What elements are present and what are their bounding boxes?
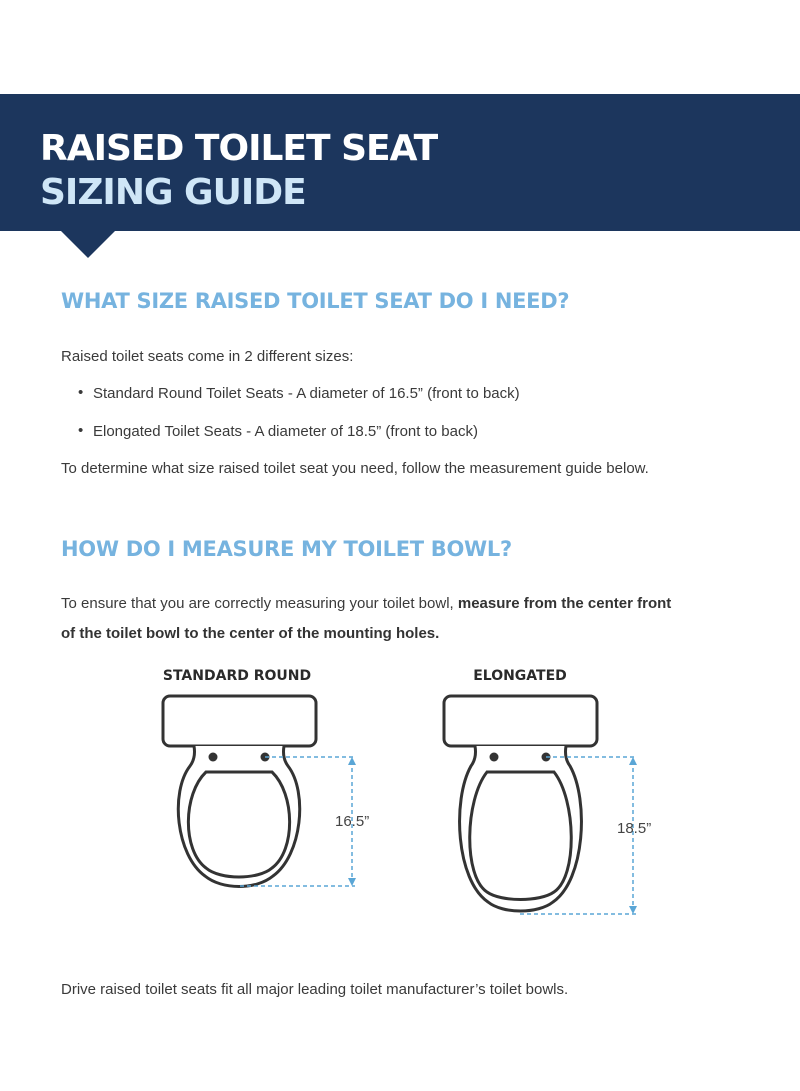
bullet-elongated: Elongated Toilet Seats - A diameter of 18.5” (front to back) <box>93 423 478 440</box>
banner-title-line1: RAISED TOILET SEAT <box>40 128 438 169</box>
label-standard-round: STANDARD ROUND <box>162 668 312 684</box>
bullet-standard: Standard Round Toilet Seats - A diameter of 16.5” (front to back) <box>93 385 520 402</box>
elongated-tank <box>444 696 597 746</box>
standard-hole-left <box>209 753 218 762</box>
bullet-dot: • <box>78 384 84 401</box>
standard-bowl-rim <box>178 746 299 887</box>
measure-paragraph <box>61 589 751 649</box>
measure-text-bold-2: of the toilet bowl to the center of the mounting holes. <box>61 625 440 642</box>
elongated-hole-left <box>490 753 499 762</box>
section-heading-size: WHAT SIZE RAISED TOILET SEAT DO I NEED? <box>61 289 570 313</box>
toilet-diagrams <box>0 690 800 930</box>
elongated-measure-label: 18.5” <box>617 820 652 837</box>
bullet-dot: • <box>78 422 84 439</box>
sizes-intro: Raised toilet seats come in 2 different sizes: <box>61 348 354 365</box>
banner-title-line2: SIZING GUIDE <box>40 172 306 213</box>
elongated-diagram <box>444 696 597 911</box>
measure-text-normal: To ensure that you are correctly measuring your toilet bowl, <box>61 595 454 612</box>
banner-pointer <box>60 230 116 258</box>
section-heading-measure: HOW DO I MEASURE MY TOILET BOWL? <box>61 537 512 561</box>
label-elongated: ELONGATED <box>473 668 567 684</box>
standard-round-diagram <box>163 696 316 887</box>
measure-instruction: To determine what size raised toilet seat you need, follow the measurement guide below. <box>61 460 649 477</box>
footer-note: Drive raised toilet seats fit all major leading toilet manufacturer’s toilet bowls. <box>61 981 569 998</box>
standard-measure-label: 16.5” <box>335 813 370 830</box>
measure-text-bold-1: measure from the center front <box>457 595 672 612</box>
standard-tank <box>163 696 316 746</box>
